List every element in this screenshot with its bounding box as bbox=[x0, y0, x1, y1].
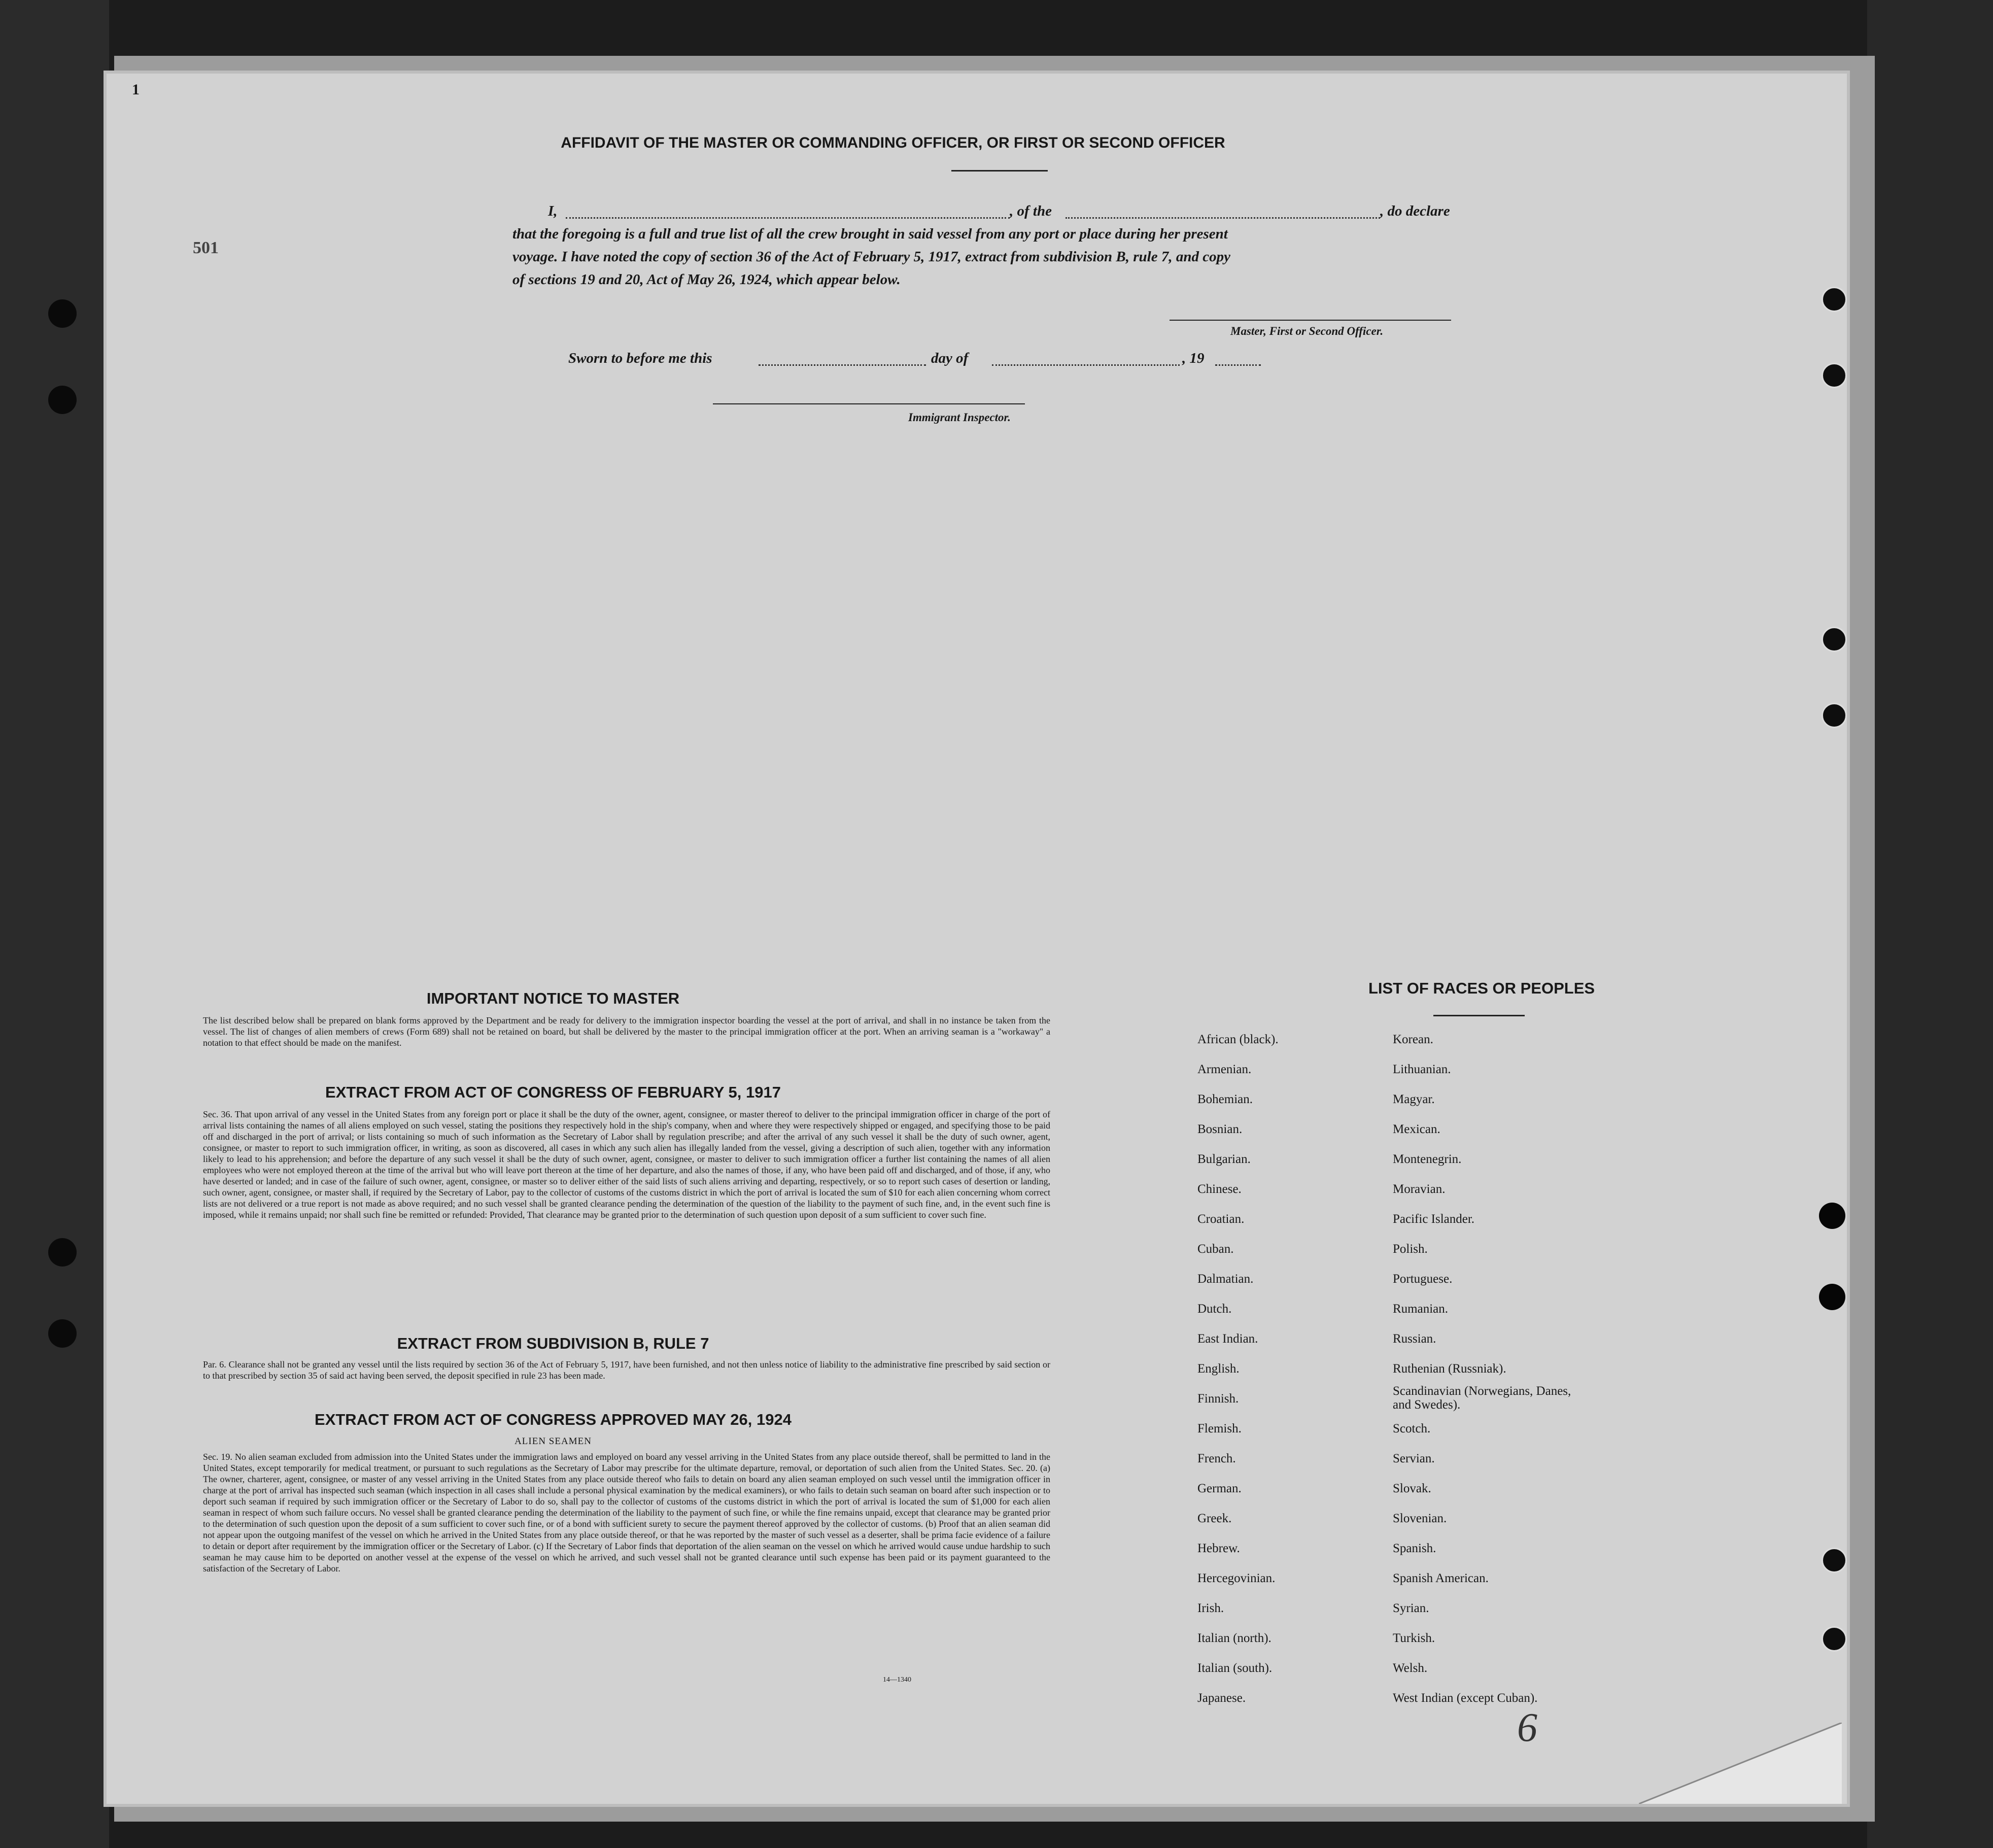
right-edge bbox=[1867, 0, 1993, 1848]
race-item: Armenian. bbox=[1197, 1063, 1252, 1076]
extract2-title: EXTRACT FROM SUBDIVISION B, RULE 7 bbox=[397, 1334, 709, 1352]
affidavit-line-2: that the foregoing is a full and true list of all the crew brought in said vessel from any port or place during her present bbox=[512, 226, 1228, 242]
race-item: Mexican. bbox=[1393, 1122, 1440, 1136]
race-item: Spanish American. bbox=[1393, 1571, 1489, 1585]
affidavit-i: I, bbox=[548, 203, 558, 219]
race-item: Bosnian. bbox=[1197, 1122, 1243, 1136]
race-item: West Indian (except Cuban). bbox=[1393, 1691, 1538, 1705]
race-item: Bulgarian. bbox=[1197, 1152, 1251, 1166]
inspector-signature-label: Immigrant Inspector. bbox=[908, 411, 1011, 424]
sworn-label: Sworn to before me this bbox=[568, 350, 712, 366]
race-item: Croatian. bbox=[1197, 1212, 1245, 1226]
notice-title: IMPORTANT NOTICE TO MASTER bbox=[426, 989, 680, 1007]
margin-mark: 501 bbox=[193, 238, 219, 257]
race-item: Japanese. bbox=[1197, 1691, 1246, 1705]
race-item: Portuguese. bbox=[1393, 1272, 1453, 1286]
corner-mark: 1 bbox=[132, 81, 140, 98]
race-item: Slovenian. bbox=[1393, 1512, 1447, 1525]
month-blank[interactable] bbox=[992, 364, 1180, 366]
punch-hole bbox=[1822, 703, 1847, 728]
punch-hole bbox=[1822, 363, 1847, 388]
binder-strip bbox=[0, 0, 109, 1848]
sworn-day-blank[interactable] bbox=[759, 364, 926, 366]
vessel-blank[interactable] bbox=[1066, 217, 1380, 219]
notice-body: The list described below shall be prepared on blank forms approved by the Department and be ready for delivery to the immigration inspector boarding the vessel at the port of arrival, and shall in no instance be taken from the vessel. The list of changes of alien members of crews (Form 689) shall not be retained on board, but shall be delivered by the master to the principal immigration officer at the port. When an arriving seaman is a "workaway" a notation to that effect should be made on the manifest. bbox=[203, 1015, 1050, 1048]
race-item: Slovak. bbox=[1393, 1482, 1431, 1495]
extract1-body: Sec. 36. That upon arrival of any vessel in the United States from any foreign port or place it shall be the duty of the owner, agent, consignee, or master thereof to deliver to the principal immigration officer in charge of the port of arrival lists containing the names of all aliens employed on such vessel, stating the positions they respectively hold in the ship's company, when and where they were respectively shipped or engaged, and specifying those to be paid off and discharged in the port of arrival; or lists containing so much of such information as the Secretary of Labor shall by regulation prescribe; and after the arrival of any such vessel it shall be the duty of such owner, agent, consignee, or master to report to such immigration officer, in writing, as soon as discovered, all cases in which any such alien has illegally landed from the vessel, giving a description of such alien, together with any information likely to lead to his apprehension; and before the departure of any such vessel it shall be the duty of such owner, agent, consignee, or master to deliver to such immigration officer a further list containing the names of all alien employees who were not employed thereon at the time of the arrival but who will leave port thereon at the time of her departure, and also the names of those, if any, who have been paid off and discharged, and of those, if any, who have deserted or landed; and in case of the failure of such owner, agent, consignee, or master so to deliver either of the said lists of such aliens arriving and departing, respectively, or so to report such cases of desertion or landing, such owner, agent, consignee, or master shall, if required by the Secretary of Labor, pay to the collector of customs of the customs district in which the port of arrival is located the sum of $10 for each alien concerning whom correct lists are not delivered or a true report is not made as above required; and no such vessel shall be granted clearance pending the determination of the question of the liability to the payment of such fine, and, in the event such fine is imposed, while it remains unpaid; nor shall such fine be remitted or refunded: Provided, That clearance may be granted prior to the determination of such question upon deposit of a sum sufficient to cover such fine. bbox=[203, 1109, 1050, 1220]
race-item: Bohemian. bbox=[1197, 1092, 1253, 1106]
inspector-signature-line[interactable] bbox=[713, 403, 1025, 404]
race-item: East Indian. bbox=[1197, 1332, 1258, 1346]
race-item: German. bbox=[1197, 1482, 1242, 1495]
affidavit-title: AFFIDAVIT OF THE MASTER OR COMMANDING OFFICER, OR FIRST OR SECOND OFFICER bbox=[561, 134, 1225, 151]
races-rule bbox=[1433, 1015, 1525, 1016]
punch-hole bbox=[1822, 287, 1847, 312]
day-of-label: day of bbox=[931, 350, 969, 366]
page-mark: 6 bbox=[1517, 1705, 1537, 1750]
race-item: Korean. bbox=[1393, 1033, 1433, 1046]
form-number: 14—1340 bbox=[883, 1676, 911, 1684]
race-item: Polish. bbox=[1393, 1242, 1428, 1256]
race-item: Hercegovinian. bbox=[1197, 1571, 1276, 1585]
race-item: Turkish. bbox=[1393, 1631, 1435, 1645]
race-item: Magyar. bbox=[1393, 1092, 1435, 1106]
race-item: Montenegrin. bbox=[1393, 1152, 1462, 1166]
binder-hole bbox=[48, 299, 77, 328]
extract3-title: EXTRACT FROM ACT OF CONGRESS APPROVED MAY 26, 1924 bbox=[315, 1411, 792, 1428]
master-signature-label: Master, First or Second Officer. bbox=[1230, 325, 1384, 337]
affidavit-of-the: , of the bbox=[1010, 203, 1052, 219]
punch-hole bbox=[1819, 1284, 1845, 1310]
races-title: LIST OF RACES OR PEOPLES bbox=[1368, 979, 1595, 997]
race-item: Scotch. bbox=[1393, 1422, 1431, 1435]
race-item: Ruthenian (Russniak). bbox=[1393, 1362, 1506, 1376]
affidavit-line-3: voyage. I have noted the copy of section 36 of the Act of February 5, 1917, extract from subdivision B, rule 7, and copy bbox=[512, 249, 1230, 265]
punch-hole bbox=[1822, 1548, 1847, 1573]
race-item: French. bbox=[1197, 1452, 1236, 1465]
race-item: Flemish. bbox=[1197, 1422, 1242, 1435]
race-item: Scandinavian (Norwegians, Danes, and Swedes). bbox=[1393, 1384, 1571, 1412]
race-item: Irish. bbox=[1197, 1601, 1224, 1615]
title-rule bbox=[951, 170, 1048, 172]
race-item: Chinese. bbox=[1197, 1182, 1242, 1196]
folded-corner bbox=[1639, 1723, 1842, 1804]
race-item: Moravian. bbox=[1393, 1182, 1446, 1196]
binder-hole bbox=[48, 386, 77, 414]
race-item: Dalmatian. bbox=[1197, 1272, 1254, 1286]
affidavit-declare: , do declare bbox=[1380, 203, 1450, 219]
race-item: Rumanian. bbox=[1393, 1302, 1449, 1316]
affidavit-line-4: of sections 19 and 20, Act of May 26, 1924, which appear below. bbox=[512, 271, 901, 288]
binder-hole bbox=[48, 1238, 77, 1267]
race-item: Spanish. bbox=[1393, 1542, 1436, 1555]
race-item: Italian (south). bbox=[1197, 1661, 1273, 1675]
race-item: Finnish. bbox=[1197, 1392, 1239, 1406]
year-blank[interactable] bbox=[1215, 364, 1261, 366]
year-label: , 19 bbox=[1182, 350, 1205, 366]
punch-hole bbox=[1822, 1626, 1847, 1652]
extract3-subtitle: ALIEN SEAMEN bbox=[514, 1436, 592, 1447]
name-blank[interactable] bbox=[566, 217, 1010, 219]
master-signature-line[interactable] bbox=[1170, 320, 1451, 321]
race-item: Welsh. bbox=[1393, 1661, 1428, 1675]
extract3-body: Sec. 19. No alien seaman excluded from admission into the United States under the immigration laws and employed on board any vessel arriving in the United States from any place outside thereof, shall be permitted to land in the United States, except temporarily for medical treatment, or pursuant to such regulations as the Secretary of Labor may prescribe for the ultimate departure, removal, or deportation of such alien from the United States. Sec. 20. (a) The owner, charterer, agent, consignee, or master of any vessel arriving in the United States from any place outside thereof who fails to detain on board any alien seaman employed on such vessel until the immigration officer in charge at the port of arrival has inspected such seaman (which inspection in all cases shall include a personal physical examination by the medical examiners), or who fails to detain such seaman on board after such inspection or to deport such seaman if required by such immigration officer or the Secretary of Labor to do so, shall pay to the collector of customs of the customs district in which the port of arrival is located the sum of $1,000 for each alien seaman in respect of whom such failure occurs. No vessel shall be granted clearance pending the determination of the liability to the payment of such fine, or while the fine remains unpaid, except that clearance may be granted prior to the determination of such question upon the deposit of a sum sufficient to cover such fine, or of a bond with sufficient surety to secure the payment thereof approved by the collector of customs. (b) Proof that an alien seaman did not appear upon the outgoing manifest of the vessel on which he arrived in the United States from any place outside thereof, or that he was reported by the master of such vessel as a deserter, shall be prima facie evidence of a failure to detain or deport after requirement by the immigration officer or the Secretary of Labor. (c) If the Secretary of Labor finds that deportation of the alien seaman on the vessel on which he arrived would cause undue hardship to such seaman he may cause him to be deported on another vessel at the expense of the vessel on which he arrived, and such vessel shall not be granted clearance until such expense has been paid or its payment guaranteed to the satisfaction of the Secretary of Labor. bbox=[203, 1452, 1050, 1573]
race-item: Russian. bbox=[1393, 1332, 1436, 1346]
race-item: Syrian. bbox=[1393, 1601, 1429, 1615]
extract1-title: EXTRACT FROM ACT OF CONGRESS OF FEBRUARY 5, 1917 bbox=[325, 1083, 781, 1101]
race-item: Dutch. bbox=[1197, 1302, 1232, 1316]
race-item: Pacific Islander. bbox=[1393, 1212, 1475, 1226]
punch-hole bbox=[1822, 627, 1847, 652]
binder-hole bbox=[48, 1319, 77, 1348]
race-item: English. bbox=[1197, 1362, 1240, 1376]
race-item: Cuban. bbox=[1197, 1242, 1234, 1256]
race-item: Hebrew. bbox=[1197, 1542, 1240, 1555]
document-page bbox=[107, 74, 1847, 1804]
race-item: Servian. bbox=[1393, 1452, 1435, 1465]
race-item: Greek. bbox=[1197, 1512, 1232, 1525]
extract2-body: Par. 6. Clearance shall not be granted any vessel until the lists required by section 36 of the Act of February 5, 1917, have been furnished, and not then unless notice of liability to the administrative fine prescribed by said section or to that prescribed by section 35 of said act having been served, the deposit specified in rule 23 has been made. bbox=[203, 1359, 1050, 1381]
race-item: African (black). bbox=[1197, 1033, 1279, 1046]
race-item: Lithuanian. bbox=[1393, 1063, 1451, 1076]
punch-hole bbox=[1819, 1203, 1845, 1229]
race-item: Italian (north). bbox=[1197, 1631, 1272, 1645]
